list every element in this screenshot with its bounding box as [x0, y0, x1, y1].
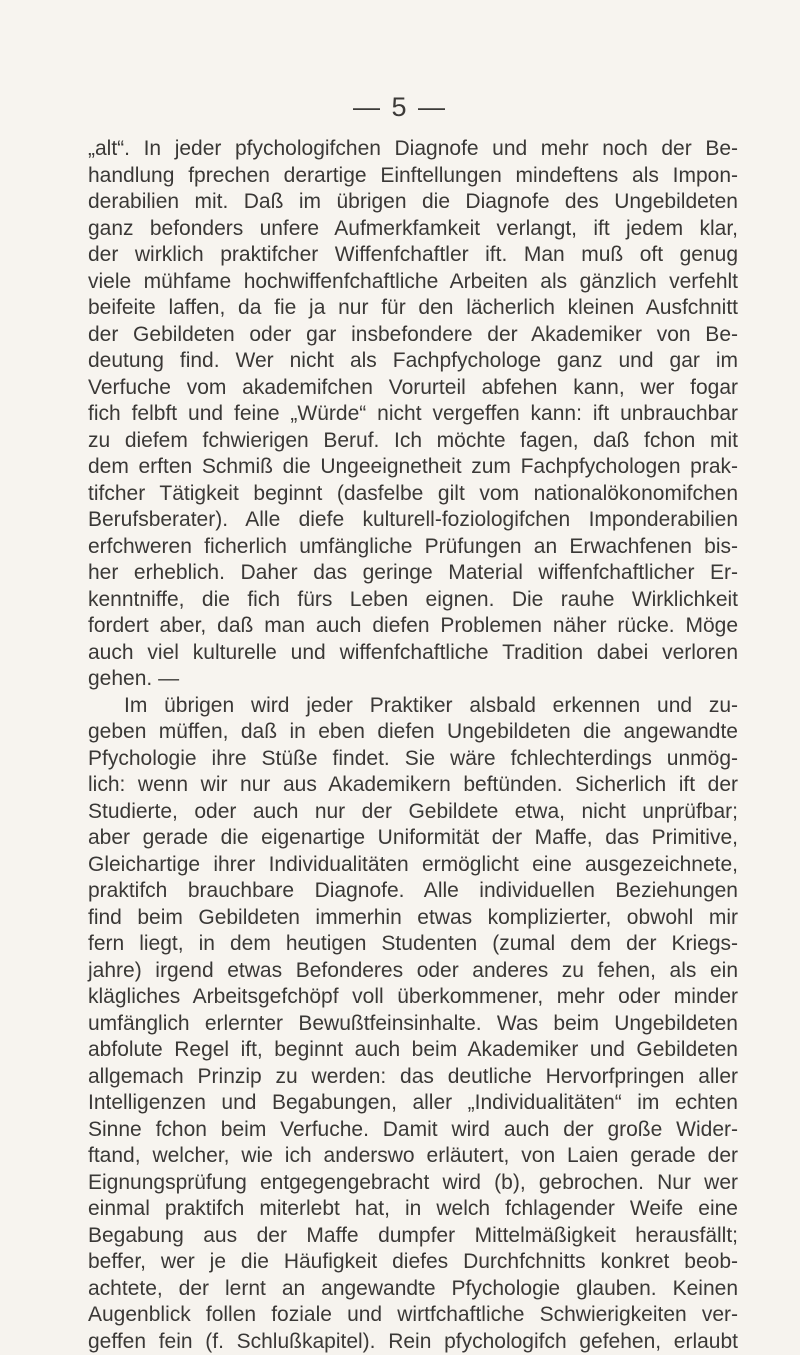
- text-line: geben müffen, daß in eben diefen Ungebildeten die angewandte: [88, 719, 738, 746]
- text-line: derabilien mit. Daß im übrigen die Diagnofe des Ungebildeten: [88, 189, 738, 216]
- text-line: her erheblich. Daher das geringe Material wiffenfchaftlicher Er-: [88, 560, 738, 587]
- paragraph: [88, 693, 738, 1355]
- text-line: allgemach Prinzip zu werden: das deutliche Hervorfpringen aller: [88, 1064, 738, 1091]
- text-line: dem erften Schmiß die Ungeeignetheit zum Fachpfychologen prak-: [88, 454, 738, 481]
- text-line: ganz befonders unfere Aufmerkfamkeit verlangt, ift jedem klar,: [88, 216, 738, 243]
- text-line: praktifch brauchbare Diagnofe. Alle individuellen Beziehungen: [88, 878, 738, 905]
- text-line: erfchweren ficherlich umfängliche Prüfungen an Erwachfenen bis-: [88, 534, 738, 561]
- text-line: aber gerade die eigenartige Uniformität der Maffe, das Primitive,: [88, 825, 738, 852]
- text-line: deutung find. Wer nicht als Fachpfychologe ganz und gar im: [88, 348, 738, 375]
- text-line: Eignungsprüfung entgegengebracht wird (b), gebrochen. Nur wer: [88, 1170, 738, 1197]
- text-line: klägliches Arbeitsgefchöpf voll überkommener, mehr oder minder: [88, 984, 738, 1011]
- text-line: beifeite laffen, da fie ja nur für den lächerlich kleinen Ausfchnitt: [88, 295, 738, 322]
- text-line: fordert aber, daß man auch diefen Problemen näher rücke. Möge: [88, 613, 738, 640]
- text-line: gehen. —: [88, 666, 738, 693]
- text-line: beffer, wer je die Häufigkeit diefes Durchfchnitts konkret beob-: [88, 1249, 738, 1276]
- text-line: Im übrigen wird jeder Praktiker alsbald erkennen und zu-: [88, 693, 738, 720]
- text-line: Gleichartige ihrer Individualitäten ermöglicht eine ausgezeichnete,: [88, 852, 738, 879]
- text-line: achtete, der lernt an angewandte Pfychologie glauben. Keinen: [88, 1276, 738, 1303]
- text-line: Berufsberater). Alle diefe kulturell-foziologifchen Imponderabilien: [88, 507, 738, 534]
- text-line: find beim Gebildeten immerhin etwas komplizierter, obwohl mir: [88, 905, 738, 932]
- text-line: einmal praktifch miterlebt hat, in welch fchlagender Weife eine: [88, 1196, 738, 1223]
- page-number: — 5 —: [0, 92, 800, 123]
- text-line: ftand, welcher, wie ich anderswo erläutert, von Laien gerade der: [88, 1143, 738, 1170]
- text-line: Intelligenzen und Begabungen, aller „Individualitäten“ im echten: [88, 1090, 738, 1117]
- text-line: Studierte, oder auch nur der Gebildete etwa, nicht unprüfbar;: [88, 799, 738, 826]
- text-line: lich: wenn wir nur aus Akademikern beftünden. Sicherlich ift der: [88, 772, 738, 799]
- text-line: Verfuche vom akademifchen Vorurteil abfehen kann, wer fogar: [88, 375, 738, 402]
- body-text: [88, 136, 738, 1355]
- text-line: „alt“. In jeder pfychologifchen Diagnofe und mehr noch der Be-: [88, 136, 738, 163]
- text-line: abfolute Regel ift, beginnt auch beim Akademiker und Gebildeten: [88, 1037, 738, 1064]
- text-line: geffen fein (f. Schlußkapitel). Rein pfychologifch gefehen, erlaubt: [88, 1329, 738, 1355]
- text-line: tifcher Tätigkeit beginnt (dasfelbe gilt vom nationalökonomifchen: [88, 481, 738, 508]
- paragraph: [88, 136, 738, 693]
- text-line: jahre) irgend etwas Befonderes oder anderes zu fehen, als ein: [88, 958, 738, 985]
- text-line: zu diefem fchwierigen Beruf. Ich möchte fagen, daß fchon mit: [88, 428, 738, 455]
- text-line: fich felbft und feine „Würde“ nicht vergeffen kann: ift unbrauchbar: [88, 401, 738, 428]
- text-line: der wirklich praktifcher Wiffenfchaftler ift. Man muß oft genug: [88, 242, 738, 269]
- text-line: fern liegt, in dem heutigen Studenten (zumal dem der Kriegs-: [88, 931, 738, 958]
- text-line: Pfychologie ihre Stüße findet. Sie wäre fchlechterdings unmög-: [88, 746, 738, 773]
- text-line: viele mühfame hochwiffenfchaftliche Arbeiten als gänzlich verfehlt: [88, 269, 738, 296]
- text-line: auch viel kulturelle und wiffenfchaftliche Tradition dabei verloren: [88, 640, 738, 667]
- text-line: kenntniffe, die fich fürs Leben eignen. Die rauhe Wirklichkeit: [88, 587, 738, 614]
- text-line: Augenblick follen foziale und wirtfchaftliche Schwierigkeiten ver-: [88, 1302, 738, 1329]
- text-line: der Gebildeten oder gar insbefondere der Akademiker von Be-: [88, 322, 738, 349]
- text-line: umfänglich erlernter Bewußtfeinsinhalte. Was beim Ungebildeten: [88, 1011, 738, 1038]
- text-line: handlung fprechen derartige Einftellungen mindeftens als Impon-: [88, 163, 738, 190]
- text-line: Begabung aus der Maffe dumpfer Mittelmäßigkeit herausfällt;: [88, 1223, 738, 1250]
- text-line: Sinne fchon beim Verfuche. Damit wird auch der große Wider-: [88, 1117, 738, 1144]
